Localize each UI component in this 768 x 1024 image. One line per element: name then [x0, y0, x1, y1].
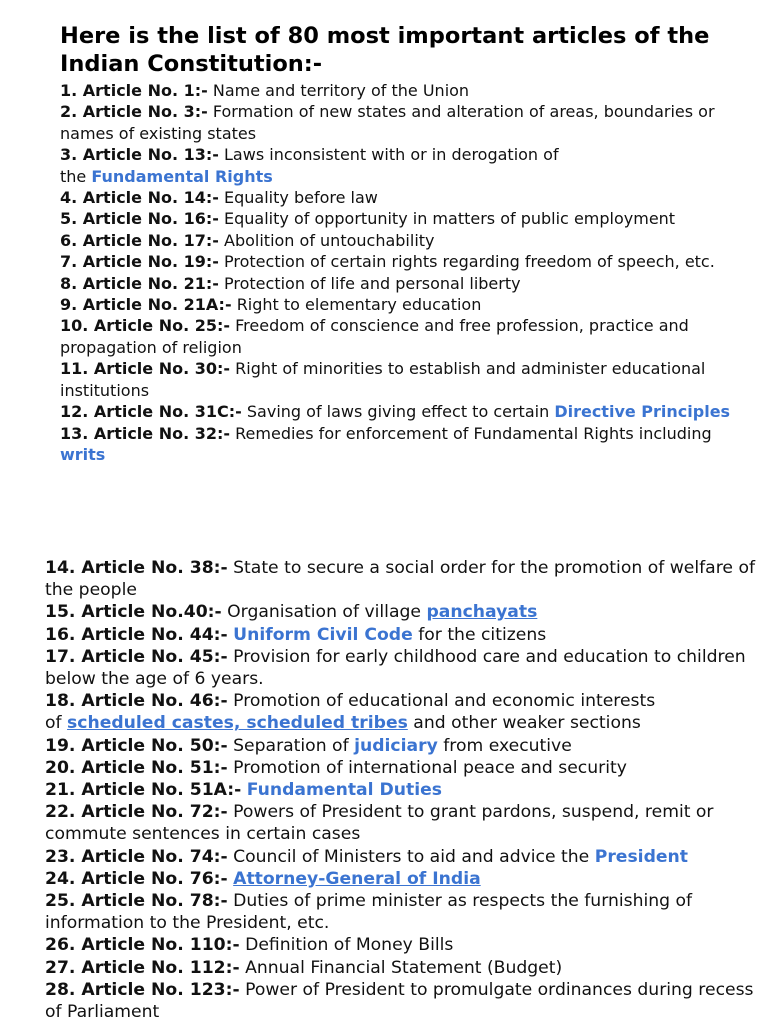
article-link[interactable]: Fundamental Duties: [246, 780, 443, 801]
article-item: [45, 646, 765, 690]
article-item: [60, 273, 760, 294]
article-item: [60, 187, 760, 208]
article-description: Right of minorities to establish and administer educational institutions: [60, 359, 706, 400]
article-description: Formation of new states and alteration of areas, boundaries or names of existing states: [60, 102, 715, 143]
article-number: 20. Article No. 51:-: [45, 757, 228, 778]
article-link[interactable]: scheduled castes, scheduled tribes: [67, 713, 408, 734]
article-number: 16. Article No. 44:-: [45, 624, 228, 645]
article-number: 28. Article No. 123:-: [45, 979, 240, 1000]
article-item: [45, 557, 765, 601]
article-number: 25. Article No. 78:-: [45, 891, 228, 912]
article-item: [60, 144, 760, 187]
article-number: 7. Article No. 19:-: [60, 252, 219, 272]
article-description: Name and territory of the Union: [212, 81, 470, 100]
article-description: Protection of certain rights regarding freedom of speech, etc.: [224, 252, 715, 272]
article-link[interactable]: writs: [60, 444, 106, 464]
article-description: State to secure a social order for the promotion of welfare of the people: [45, 558, 756, 601]
article-item: [60, 401, 760, 422]
article-number: 8. Article No. 21:-: [60, 273, 219, 293]
article-description: Freedom of conscience and free profession, practice and propagation of religion: [60, 316, 689, 357]
article-description: Right to elementary education: [236, 295, 482, 315]
article-description: Duties of prime minister as respects the furnishing of information to the President, etc.: [45, 891, 693, 934]
article-number: 15. Article No.40:-: [45, 602, 222, 623]
article-description: Promotion of international peace and security: [233, 757, 627, 778]
article-number: 18. Article No. 46:-: [45, 691, 228, 712]
article-description: Equality of opportunity in matters of public employment: [224, 209, 676, 229]
page-title: Here is the list of 80 most important articles of the Indian Constitution:-: [60, 23, 710, 77]
article-item: [60, 230, 760, 251]
article-number: 14. Article No. 38:-: [45, 558, 228, 578]
article-number: 1. Article No. 1:-: [60, 81, 208, 100]
article-item: [60, 80, 760, 101]
article-item: [45, 934, 765, 956]
article-link[interactable]: Fundamental Rights: [91, 166, 273, 186]
article-link[interactable]: panchayats: [426, 602, 538, 623]
article-item: [45, 735, 765, 757]
article-description: Abolition of untouchability: [224, 230, 435, 250]
article-number: 10. Article No. 25:-: [60, 316, 231, 336]
article-number: 2. Article No. 3:-: [60, 102, 208, 122]
article-description-suffix: and other weaker sections: [413, 713, 641, 734]
article-number: 11. Article No. 30:-: [60, 359, 231, 379]
article-item: [60, 208, 760, 229]
articles-list-part-2: [45, 557, 765, 1023]
article-description: Separation of: [233, 735, 349, 756]
article-number: 22. Article No. 72:-: [45, 802, 228, 823]
article-description: Council of Ministers to aid and advice the: [233, 846, 590, 867]
article-description: Laws inconsistent with or in derogation of: [224, 145, 559, 165]
article-item: [45, 690, 765, 734]
article-number: 3. Article No. 13:-: [60, 145, 219, 165]
article-number: 23. Article No. 74:-: [45, 846, 228, 867]
article-number: 26. Article No. 110:-: [45, 935, 240, 956]
article-number: 4. Article No. 14:-: [60, 188, 219, 208]
article-item: [60, 251, 760, 272]
article-item: [60, 423, 760, 466]
article-description: Equality before law: [224, 188, 378, 208]
article-number: 19. Article No. 50:-: [45, 735, 228, 756]
article-description-prefix: the: [60, 166, 87, 186]
article-description: Remedies for enforcement of Fundamental Rights including: [235, 423, 712, 443]
article-description: Power of President to promulgate ordinances during recess of Parliament: [45, 979, 754, 1023]
article-description: Definition of Money Bills: [245, 935, 454, 956]
article-item: [45, 890, 765, 934]
article-link[interactable]: judiciary: [354, 735, 438, 756]
article-link[interactable]: Directive Principles: [554, 402, 731, 422]
article-number: 17. Article No. 45:-: [45, 646, 228, 667]
article-description: Organisation of village: [227, 602, 421, 623]
article-description: Provision for early childhood care and education to children below the age of 6 years.: [45, 646, 746, 690]
articles-list-part-1: [60, 80, 760, 465]
article-item: [45, 624, 765, 646]
article-link[interactable]: President: [594, 846, 688, 867]
article-description: for the citizens: [418, 624, 547, 645]
article-item: [45, 868, 765, 890]
article-number: 21. Article No. 51A:-: [45, 780, 242, 801]
article-number: 27. Article No. 112:-: [45, 957, 240, 978]
article-number: 24. Article No. 76:-: [45, 868, 228, 889]
article-link[interactable]: Attorney-General of India: [233, 868, 481, 889]
article-number: 5. Article No. 16:-: [60, 209, 219, 229]
article-description: Promotion of educational and economic interests: [233, 691, 656, 712]
article-description: Annual Financial Statement (Budget): [245, 957, 563, 978]
article-item: [60, 358, 760, 401]
article-item: [45, 979, 765, 1023]
article-number: 9. Article No. 21A:-: [60, 295, 232, 315]
article-item: [45, 801, 765, 845]
article-number: 12. Article No. 31C:-: [60, 402, 242, 422]
article-description: Saving of laws giving effect to certain: [246, 402, 550, 422]
article-item: [60, 294, 760, 315]
article-link[interactable]: Uniform Civil Code: [233, 624, 413, 645]
article-number: 6. Article No. 17:-: [60, 230, 219, 250]
article-description-prefix: of: [45, 713, 62, 734]
article-item: [45, 757, 765, 779]
article-number: 13. Article No. 32:-: [60, 423, 231, 443]
article-item: [45, 846, 765, 868]
article-item: [45, 957, 765, 979]
article-item: [60, 315, 760, 358]
article-item: [60, 101, 760, 144]
article-description: Protection of life and personal liberty: [224, 273, 521, 293]
article-item: [45, 601, 765, 623]
article-description: Powers of President to grant pardons, suspend, remit or commute sentences in certain cases: [45, 802, 714, 845]
article-item: [45, 779, 765, 801]
article-description-suffix: from executive: [443, 735, 572, 756]
